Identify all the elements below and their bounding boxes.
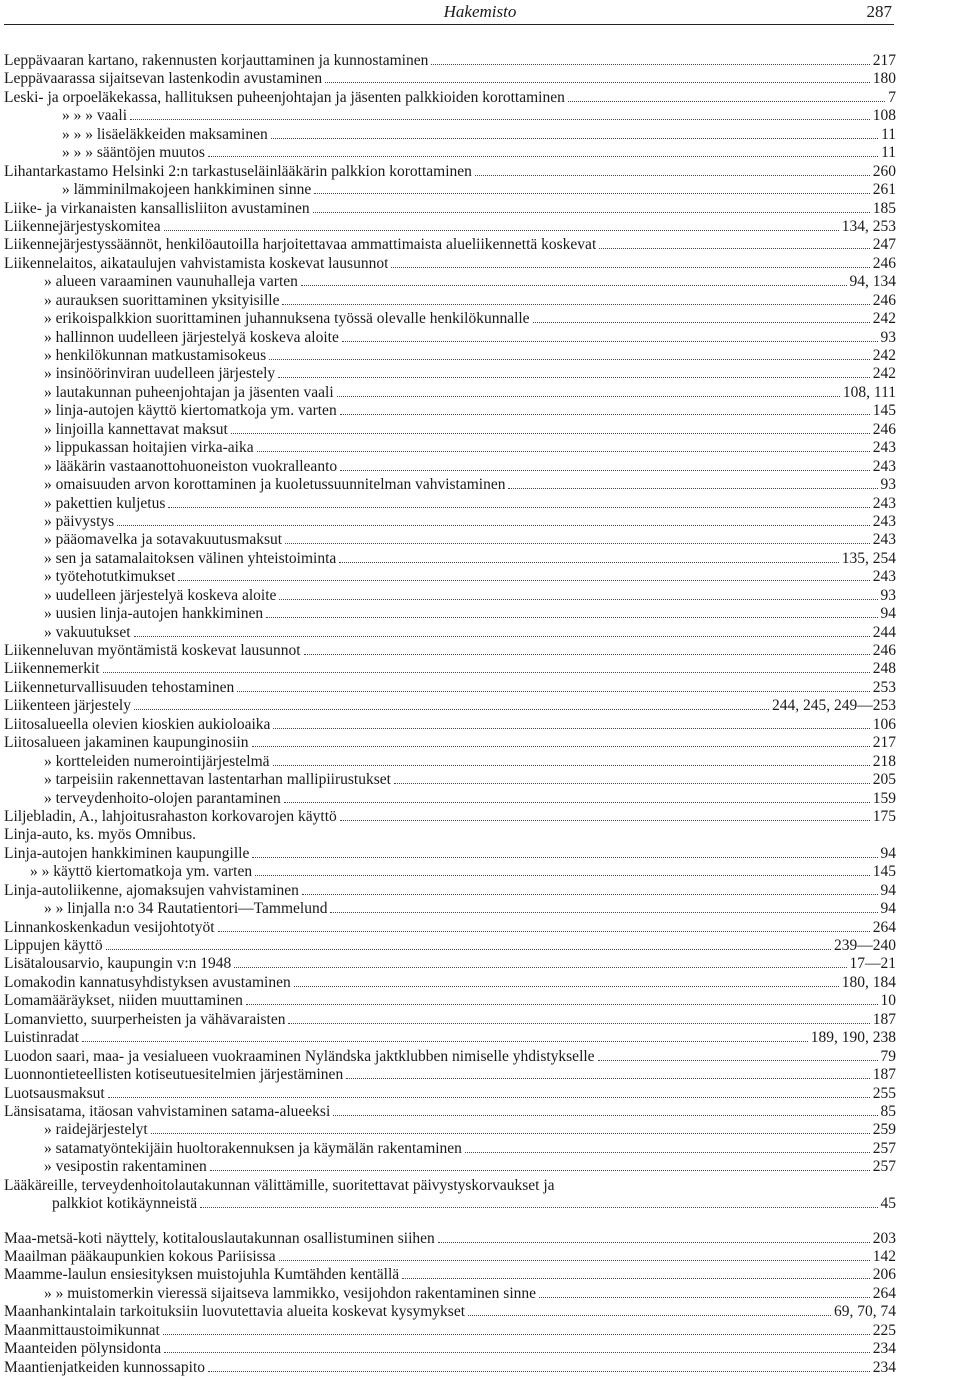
dot-leader [301, 285, 847, 286]
dot-leader [231, 433, 870, 434]
entry-term: Linja-auto, ks. myös Omnibus. [4, 826, 197, 844]
dot-leader [285, 543, 870, 544]
entry-pages: 79 [880, 1047, 896, 1065]
entry-term: Liikennejärjestyssäännöt, henkilöautoilla harjoitettavaa ammattimaista alueliikennettä koskevat [4, 236, 597, 254]
entry-pages: 259 [872, 1121, 896, 1139]
entry-term: » kortteleiden numerointijärjestelmä [44, 752, 270, 770]
dot-leader [218, 931, 870, 932]
index-entry [4, 1248, 896, 1266]
dot-leader [539, 1297, 870, 1298]
dot-leader [568, 101, 885, 102]
entry-pages: 246 [872, 291, 896, 309]
dot-leader [346, 1078, 870, 1079]
index-entry [4, 734, 896, 752]
entry-term: Maa-metsä-koti näyttely, kotitalouslautakunnan osallistuminen siihen [4, 1229, 435, 1247]
dot-leader [151, 1133, 870, 1134]
dot-leader [208, 156, 878, 157]
dot-leader [337, 396, 840, 397]
index-entry [4, 771, 896, 789]
index-entry [4, 845, 896, 863]
entry-term: Liikenneturvallisuuden tehostaminen [4, 678, 235, 696]
index-entry [4, 273, 896, 291]
index-entry [4, 144, 896, 162]
dot-leader [342, 341, 878, 342]
entry-term: Maamme-laulun ensiesityksen muistojuhla Kumtähden kentällä [4, 1266, 400, 1284]
dot-leader [282, 304, 869, 305]
index-entry [4, 476, 896, 494]
dot-leader [288, 1023, 869, 1024]
entry-pages: 234 [872, 1358, 896, 1376]
entry-pages: 247 [872, 236, 896, 254]
index-entry [4, 1103, 896, 1121]
entry-term: » sen ja satamalaitoksen välinen yhteistoiminta [44, 549, 337, 567]
dot-leader [340, 820, 870, 821]
dot-leader [468, 1315, 831, 1316]
entry-pages: 203 [872, 1229, 896, 1247]
entry-term: » aurauksen suorittaminen yksityisille [44, 291, 280, 309]
entry-term: » hallinnon uudelleen järjestelyä koskeva aloite [44, 328, 339, 346]
entry-pages: 45 [880, 1195, 896, 1213]
dot-leader [294, 986, 839, 987]
entry-pages: 225 [872, 1321, 896, 1339]
index-entry [4, 236, 896, 254]
entry-term: » tarpeisiin rakennettavan lastentarhan mallipiirustukset [44, 771, 391, 789]
entry-pages: 187 [872, 1066, 896, 1084]
index-entry [4, 347, 896, 365]
page-header [0, 0, 960, 34]
dot-leader [325, 82, 870, 83]
entry-term: Luodon saari, maa- ja vesialueen vuokraaminen Nyländska jaktklubben nimiselle yhdistykselle [4, 1047, 595, 1065]
entry-pages: 243 [872, 531, 896, 549]
index-entry [4, 1177, 896, 1195]
index-entry [4, 900, 896, 918]
index-entry [4, 70, 896, 88]
index-entry [4, 1285, 896, 1303]
entry-pages: 264 [872, 918, 896, 936]
dot-leader [278, 377, 870, 378]
entry-term: Lihantarkastamo Helsinki 2:n tarkastuseläinlääkärin palkkion korottaminen [4, 162, 472, 180]
entry-term: Linja-autojen hankkiminen kaupungille [4, 844, 250, 862]
dot-leader [103, 672, 870, 673]
dot-leader [255, 875, 870, 876]
entry-pages: 93 [880, 328, 896, 346]
entry-pages: 217 [872, 734, 896, 752]
dot-leader [533, 322, 870, 323]
entry-pages: 11 [881, 125, 896, 143]
dot-leader [431, 64, 869, 65]
entry-term: » » » lisäeläkkeiden maksaminen [62, 125, 268, 143]
entry-term: » pakettien kuljetus [44, 494, 166, 512]
dot-leader [273, 728, 869, 729]
index-entry [4, 89, 896, 107]
dot-leader [273, 765, 870, 766]
dot-leader [599, 248, 870, 249]
entry-pages: 108, 111 [842, 383, 896, 401]
entry-term: palkkiot kotikäynneistä [52, 1195, 198, 1213]
index-entry [4, 937, 896, 955]
entry-pages: 248 [872, 660, 896, 678]
dot-leader [106, 949, 831, 950]
dot-leader [394, 783, 870, 784]
index-entry [4, 1266, 896, 1284]
entry-term: » päivystys [44, 512, 115, 530]
entry-term: Lomakodin kannatusyhdistyksen avustaminen [4, 973, 291, 991]
entry-pages: 239—240 [834, 937, 896, 954]
entry-term: Maailman pääkaupunkien kokous Pariisissa [4, 1248, 276, 1265]
entry-pages: 94 [880, 844, 896, 862]
entry-pages: 242 [872, 310, 896, 328]
index-entry [4, 1230, 896, 1248]
entry-pages: 93 [880, 476, 896, 494]
entry-pages: 108 [872, 107, 896, 125]
index-entry [4, 458, 896, 476]
index-entry [4, 826, 896, 844]
dot-leader [304, 654, 870, 655]
entry-pages: 257 [872, 1139, 896, 1157]
entry-term: » lippukassan hoitajien virka-aika [44, 439, 254, 457]
entry-pages: 246 [872, 254, 896, 272]
entry-term: Leppävaaran kartano, rakennusten korjauttaminen ja kunnostaminen [4, 52, 429, 69]
index-entry [4, 421, 896, 439]
dot-leader [82, 1041, 808, 1042]
index-entry [4, 200, 896, 218]
index-entry [4, 753, 896, 771]
index-entry [4, 974, 896, 992]
index-entry [4, 919, 896, 937]
entry-term: » insinöörinviran uudelleen järjestely [44, 365, 276, 383]
dot-leader [314, 193, 870, 194]
entry-term: Leski- ja orpoeläkekassa, hallituksen puheenjohtajan ja jäsenten palkkioiden korottaminen [4, 88, 565, 106]
entry-pages: 242 [872, 347, 896, 364]
entry-pages: 187 [872, 1010, 896, 1028]
index-entry [4, 642, 896, 660]
entry-pages: 142 [872, 1248, 896, 1265]
entry-term: Luotsausmaksut [4, 1084, 105, 1102]
entry-term: » työtehotutkimukset [44, 568, 176, 586]
dot-leader [391, 267, 869, 268]
dot-leader [200, 1207, 877, 1208]
entry-pages: 93 [880, 586, 896, 604]
running-title: Hakemisto [443, 2, 517, 21]
entry-term: Linnankoskenkadun vesijohtotyöt [4, 918, 215, 936]
index-entry [4, 531, 896, 549]
entry-term: » » linjalla n:o 34 Rautatientori—Tammelund [44, 900, 328, 918]
dot-leader [340, 414, 870, 415]
entry-pages: 234 [872, 1340, 896, 1358]
index-entry [4, 513, 896, 531]
entry-term: Liikenteen järjestely [4, 697, 131, 715]
dot-leader [271, 138, 878, 139]
dot-leader [210, 1170, 870, 1171]
dot-leader [266, 617, 877, 618]
entry-term: » » » sääntöjen muutos [62, 144, 205, 162]
entry-pages: 243 [872, 457, 896, 475]
page-number: 287 [866, 2, 892, 21]
entry-term: » pääomavelka ja sotavakuutusmaksut [44, 531, 283, 549]
entry-pages: 217 [872, 52, 896, 69]
index-entry [4, 402, 896, 420]
entry-pages: 242 [872, 365, 896, 383]
entry-pages: 243 [872, 512, 896, 530]
entry-term: Liitosalueen jakaminen kaupunginosiin [4, 734, 249, 752]
entry-term: » omaisuuden arvon korottaminen ja kuoletussuunnitelman vahvistaminen [44, 476, 506, 494]
entry-term: Liikenneluvan myöntämistä koskevat lausunnot [4, 642, 301, 659]
index-entry [4, 697, 896, 715]
index-entry [4, 310, 896, 328]
dot-leader [302, 894, 878, 895]
index-entry [4, 550, 896, 568]
dot-leader [333, 1115, 877, 1116]
entry-term: » linja-autojen käyttö kiertomatkoja ym. varten [44, 402, 337, 420]
dot-leader [269, 359, 870, 360]
index-entry [4, 126, 896, 144]
dot-leader [130, 119, 870, 120]
entry-term: Liikennejärjestyskomitea [4, 217, 161, 235]
dot-leader [402, 1278, 870, 1279]
index-entry [4, 439, 896, 457]
index-entry [4, 365, 896, 383]
entry-term: » satamatyöntekijäin huoltorakennuksen ja käymälän rakentaminen [44, 1139, 462, 1157]
dot-leader [134, 709, 769, 710]
entry-pages: 243 [872, 568, 896, 586]
entry-pages: 189, 190, 238 [810, 1029, 896, 1047]
entry-pages: 69, 70, 74 [834, 1303, 896, 1321]
index-entry [4, 1140, 896, 1158]
dot-leader [164, 1352, 870, 1353]
entry-term: » raidejärjestelyt [44, 1121, 148, 1139]
entry-term: Lippujen käyttö [4, 937, 103, 954]
entry-pages: 255 [872, 1084, 896, 1102]
index-entry [4, 1011, 896, 1029]
index-entry [4, 1158, 896, 1176]
entry-pages: 94 [880, 881, 896, 899]
dot-leader [163, 1334, 870, 1335]
dot-leader [237, 691, 869, 692]
index-entry [4, 384, 896, 402]
entry-pages: 134, 253 [841, 217, 896, 235]
header-rule [4, 24, 894, 25]
index-entry [4, 52, 896, 70]
entry-term: Länsisatama, itäosan vahvistaminen satama-alueeksi [4, 1102, 331, 1120]
index-entry [4, 568, 896, 586]
entry-pages: 246 [872, 420, 896, 438]
dot-leader [252, 857, 877, 858]
index-entry [4, 1303, 896, 1321]
dot-leader [168, 507, 869, 508]
entry-term: Lomamääräykset, niiden muuttaminen [4, 992, 243, 1010]
entry-pages: 205 [872, 771, 896, 789]
entry-term: Maantienjatkeiden kunnossapito [4, 1358, 206, 1376]
entry-pages: 244 [872, 623, 896, 641]
entry-pages: 94 [880, 605, 896, 623]
dot-leader [257, 451, 870, 452]
entry-pages: 218 [872, 752, 896, 770]
index-entry [4, 790, 896, 808]
dot-leader [178, 580, 869, 581]
entry-term: Linja-autoliikenne, ajomaksujen vahvistaminen [4, 881, 299, 899]
index-entry [4, 1048, 896, 1066]
dot-leader [246, 1004, 878, 1005]
dot-leader [164, 230, 839, 231]
entry-pages: 175 [872, 807, 896, 825]
index-entry [4, 716, 896, 734]
entry-term: Luistinradat [4, 1029, 79, 1047]
entry-term: Maanhankintalain tarkoituksiin luovutettavia alueita koskevat kysymykset [4, 1303, 466, 1321]
entry-pages: 243 [872, 439, 896, 457]
index-entry [4, 1121, 896, 1139]
dot-leader [330, 912, 877, 913]
dot-leader [438, 1242, 870, 1243]
entry-term: Lääkäreille, terveydenhoitolautakunnan välittämille, suoritettavat päivystyskorvaukset ja [4, 1176, 555, 1194]
entry-term: » lautakunnan puheenjohtajan ja jäsenten vaali [44, 383, 334, 401]
index-entry [4, 1359, 896, 1377]
index-entry [4, 1066, 896, 1084]
entry-term: » » muistomerkin vieressä sijaitseva lammikko, vesijohdon rakentaminen sinne [44, 1284, 537, 1302]
index-entry [4, 863, 896, 881]
index-entry [4, 1340, 896, 1358]
dot-leader [339, 562, 838, 563]
entry-term: » uudelleen järjestelyä koskeva aloite [44, 586, 277, 604]
dot-leader [598, 1060, 878, 1061]
index-entry [4, 605, 896, 623]
index-entry [4, 1195, 896, 1213]
dot-leader [465, 1152, 870, 1153]
entry-pages: 257 [872, 1158, 896, 1176]
entry-term: » lämminilmakojeen hankkiminen sinne [62, 181, 312, 199]
entry-pages: 261 [872, 181, 896, 199]
entry-term: » vesipostin rakentaminen [44, 1158, 207, 1176]
entry-pages: 94, 134 [849, 273, 896, 291]
entry-term: » terveydenhoito-olojen parantaminen [44, 789, 281, 807]
index-entry [4, 1085, 896, 1103]
dot-leader [134, 636, 870, 637]
dot-leader [508, 488, 877, 489]
index-entry [4, 255, 896, 273]
entry-pages: 94 [880, 900, 896, 918]
entry-pages: 244, 245, 249—253 [772, 697, 896, 715]
entry-term: » lääkärin vastaanottohuoneiston vuokralleanto [44, 457, 338, 475]
entry-term: Leppävaarassa sijaitsevan lastenkodin avustaminen [4, 70, 323, 88]
entry-term: » vakuutukset [44, 623, 131, 641]
dot-leader [284, 802, 870, 803]
index-entry [4, 329, 896, 347]
entry-term: Luonnontieteellisten kotiseutuesitelmien järjestäminen [4, 1066, 344, 1084]
index-entry [4, 660, 896, 678]
dot-leader [252, 746, 870, 747]
entry-pages: 243 [872, 494, 896, 512]
dot-leader [279, 1260, 870, 1261]
entry-pages: 260 [872, 162, 896, 180]
index-entry [4, 808, 896, 826]
entry-term: » henkilökunnan matkustamisokeus [44, 347, 267, 364]
entry-term: Maanteiden pölynsidonta [4, 1340, 162, 1358]
entry-term: Liikennemerkit [4, 660, 100, 678]
dot-leader [340, 470, 870, 471]
entry-term: Lisätalousarvio, kaupungin v:n 1948 [4, 955, 232, 973]
entry-term: » » käyttö kiertomatkoja ym. varten [30, 863, 253, 881]
dot-leader [234, 967, 846, 968]
entry-pages: 7 [888, 88, 896, 106]
entry-term: » » » vaali [62, 107, 127, 125]
entry-pages: 180, 184 [841, 973, 896, 991]
entry-pages: 159 [872, 789, 896, 807]
index-entry [4, 107, 896, 125]
entry-term: Liike- ja virkanaisten kansallisliiton avustaminen [4, 199, 310, 217]
dot-leader [279, 599, 877, 600]
index-entry [4, 181, 896, 199]
index-list [4, 52, 896, 1377]
index-entry [4, 218, 896, 236]
entry-pages: 17—21 [849, 955, 896, 973]
index-entry [4, 163, 896, 181]
index-entry [4, 1029, 896, 1047]
entry-pages: 264 [872, 1284, 896, 1302]
entry-term: » erikoispalkkion suorittaminen juhannuksena työssä olevalle henkilökunnalle [44, 310, 530, 328]
entry-pages: 106 [872, 715, 896, 733]
dot-leader [313, 212, 870, 213]
index-entry [4, 955, 896, 973]
entry-term: Liljebladin, A., lahjoitusrahaston korkovarojen käyttö [4, 807, 337, 825]
entry-term: Liitosalueella olevien kioskien aukioloaika [4, 715, 271, 733]
entry-term: Liikennelaitos, aikataulujen vahvistamista koskevat lausunnot [4, 254, 389, 272]
entry-term: Maanmittaustoimikunnat [4, 1321, 160, 1339]
index-entry [4, 292, 896, 310]
entry-term: » alueen varaaminen vaunuhalleja varten [44, 273, 298, 291]
entry-pages: 10 [880, 992, 896, 1010]
dot-leader [117, 525, 870, 526]
entry-pages: 180 [872, 70, 896, 88]
index-entry [4, 495, 896, 513]
entry-pages: 185 [872, 199, 896, 217]
entry-pages: 11 [881, 144, 896, 162]
entry-term: » linjoilla kannettavat maksut [44, 420, 228, 438]
index-entry [4, 992, 896, 1010]
index-entry [4, 624, 896, 642]
entry-pages: 135, 254 [841, 549, 896, 567]
index-entry [4, 1322, 896, 1340]
entry-term: » uusien linja-autojen hankkiminen [44, 605, 264, 623]
entry-pages: 253 [872, 678, 896, 696]
index-entry [4, 882, 896, 900]
entry-pages: 145 [872, 402, 896, 420]
entry-pages: 145 [872, 863, 896, 881]
entry-pages: 85 [880, 1102, 896, 1120]
dot-leader [475, 175, 870, 176]
entry-pages: 246 [872, 642, 896, 659]
entry-term: Lomanvietto, suurperheisten ja vähävaraisten [4, 1010, 286, 1028]
entry-pages: 206 [872, 1266, 896, 1284]
dot-leader [208, 1371, 870, 1372]
index-entry [4, 587, 896, 605]
index-entry [4, 679, 896, 697]
dot-leader [108, 1097, 870, 1098]
